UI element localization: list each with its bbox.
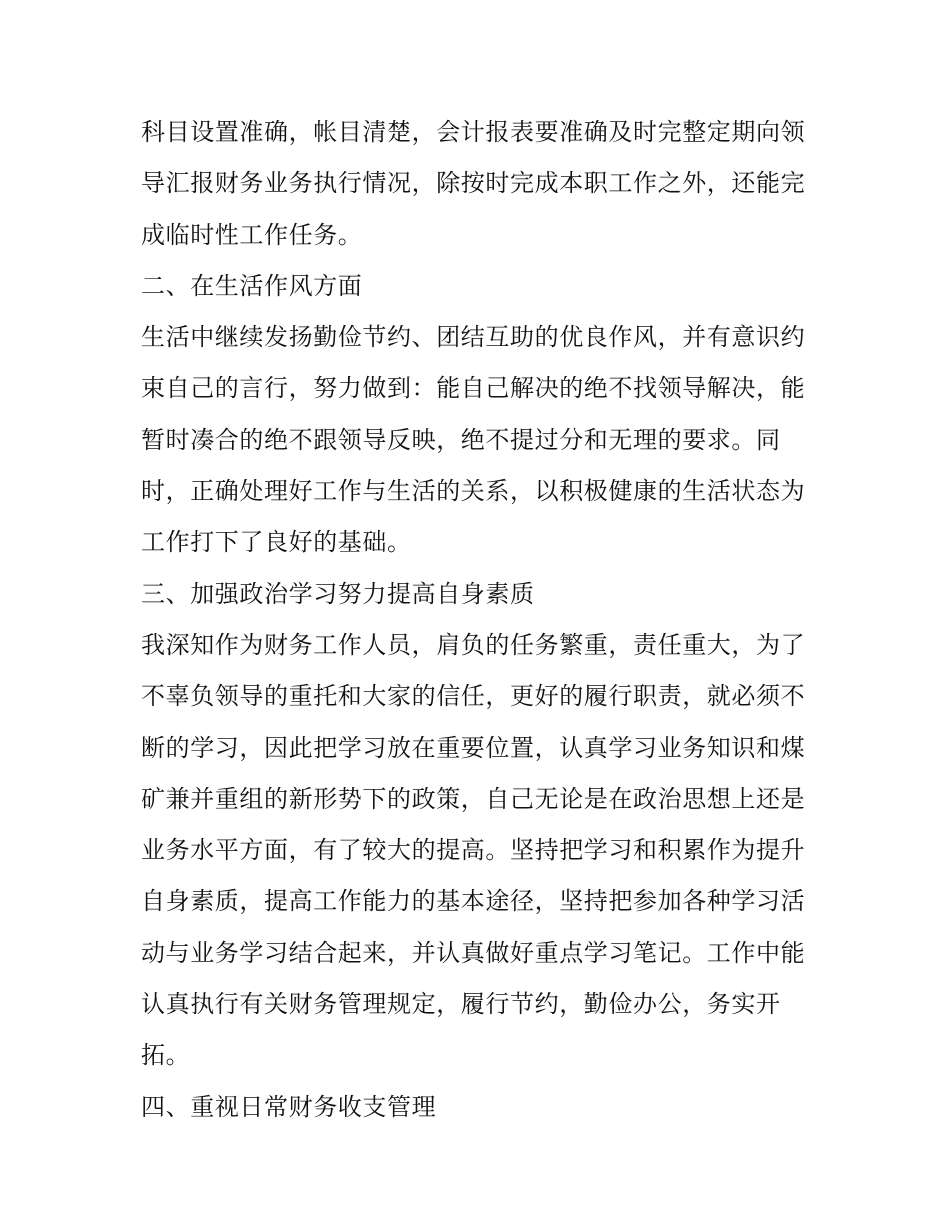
paragraph-3-line-1: 我深知作为财务工作人员，肩负的任务繁重，责任重大，为了 — [141, 630, 806, 659]
paragraph-2-line-3: 暂时凑合的绝不跟领导反映，绝不提过分和无理的要求。同 — [141, 425, 781, 454]
paragraph-3-line-7: 动与业务学习结合起来，并认真做好重点学习笔记。工作中能 — [141, 938, 806, 967]
paragraph-3-line-2: 不辜负领导的重托和大家的信任，更好的履行职责，就必须不 — [141, 682, 806, 711]
paragraph-2-line-5: 工作打下了良好的基础。 — [141, 528, 412, 557]
paragraph-1-line-2: 导汇报财务业务执行情况，除按时完成本职工作之外，还能完 — [141, 169, 806, 198]
paragraph-1-line-1: 科目设置准确，帐目清楚，会计报表要准确及时完整定期向领 — [141, 118, 806, 146]
section-heading-2: 二、在生活作风方面 — [141, 271, 363, 300]
paragraph-3-line-6: 自身素质，提高工作能力的基本途径，坚持把参加各种学习活 — [141, 887, 806, 916]
paragraph-3-line-4: 矿兼并重组的新形势下的政策，自己无论是在政治思想上还是 — [141, 784, 806, 813]
document-body — [141, 107, 821, 1133]
paragraph-2-line-1: 生活中继续发扬勤俭节约、团结互助的优良作风，并有意识约 — [141, 323, 806, 352]
paragraph-1-line-3: 成临时性工作任务。 — [141, 220, 363, 249]
paragraph-2-line-2: 束自己的言行，努力做到：能自己解决的绝不找领导解决，能 — [141, 374, 806, 403]
paragraph-3-line-8: 认真执行有关财务管理规定，履行节约，勤俭办公，务实开 — [141, 990, 781, 1019]
paragraph-3-line-3: 断的学习，因此把学习放在重要位置，认真学习业务知识和煤 — [141, 733, 806, 762]
section-heading-4: 四、重视日常财务收支管理 — [141, 1092, 437, 1121]
paragraph-3-line-9: 拓。 — [141, 1041, 191, 1070]
section-heading-3: 三、加强政治学习努力提高自身素质 — [141, 579, 535, 608]
paragraph-2-line-4: 时，正确处理好工作与生活的关系，以积极健康的生活状态为 — [141, 477, 806, 506]
paragraph-3-line-5: 业务水平方面，有了较大的提高。坚持把学习和积累作为提升 — [141, 836, 806, 865]
